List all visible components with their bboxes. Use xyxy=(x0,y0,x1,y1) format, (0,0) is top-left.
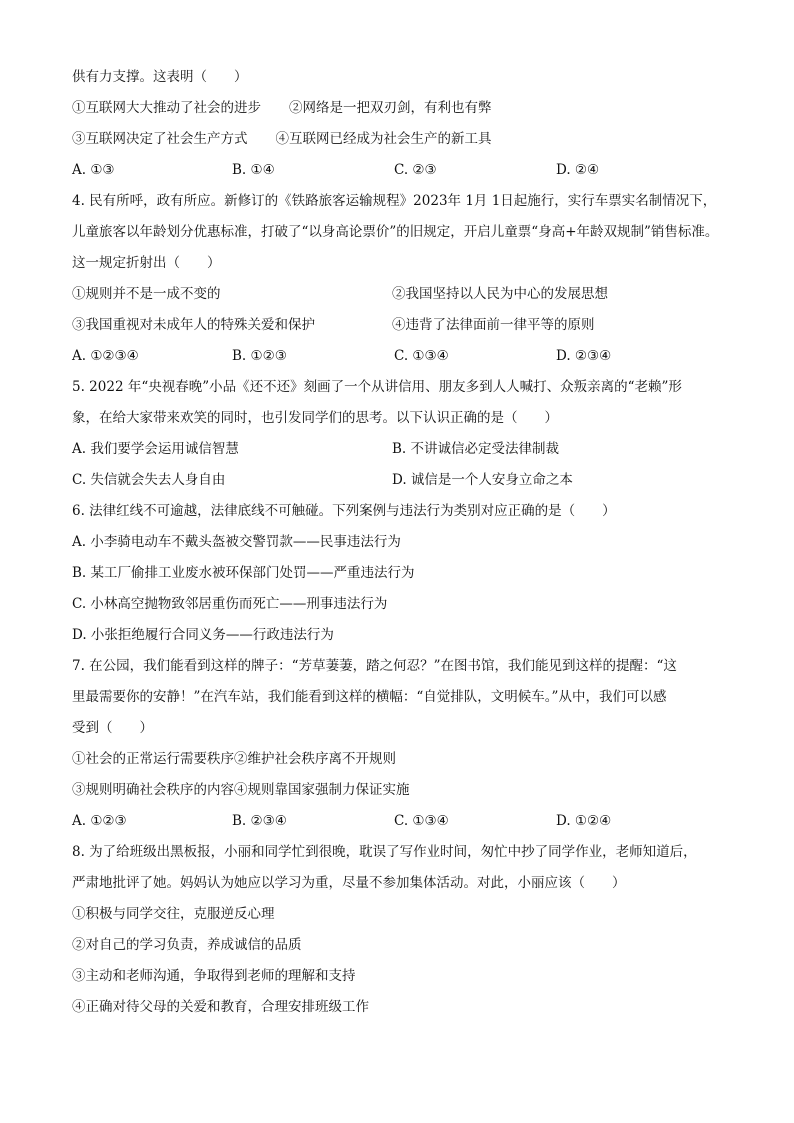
statement-2: ②网络是一把双刃剑，有利也有弊 xyxy=(289,100,492,116)
option-c[interactable]: C. ①③④ xyxy=(394,348,449,364)
option-d[interactable]: D. 诚信是一个人安身立命之本 xyxy=(392,472,573,488)
question-7-statements-row1: ①社会的正常运行需要秩序②维护社会秩序离不开规则 xyxy=(72,751,396,767)
option-b[interactable]: B. 不讲诚信必定受法律制裁 xyxy=(392,441,560,457)
option-a[interactable]: A. ①②③ xyxy=(72,813,127,829)
option-b[interactable]: B. 某工厂偷排工业废水被环保部门处罚——严重违法行为 xyxy=(72,565,415,581)
question-6-stem: 6. 法律红线不可逾越，法律底线不可触碰。下列案例与违法行为类别对应正确的是（ ） xyxy=(72,503,616,519)
option-c[interactable]: C. 失信就会失去人身自由 xyxy=(72,472,226,488)
exam-page xyxy=(72,62,742,1023)
question-4-statements-row1 xyxy=(72,279,742,310)
question-5-stem-line2: 象，在给大家带来欢笑的同时，也引发同学们的思考。以下认识正确的是（ ） xyxy=(72,410,558,426)
statement-4: ④正确对待父母的关爱和教育，合理安排班级工作 xyxy=(72,999,369,1015)
statement-1: ①规则并不是一成不变的 xyxy=(72,286,221,302)
statement-3: ③我国重视对未成年人的特殊关爱和保护 xyxy=(72,317,315,333)
question-7-options xyxy=(72,806,742,837)
option-c[interactable]: C. ①③④ xyxy=(394,813,449,829)
option-b[interactable]: B. ①②③ xyxy=(232,348,287,364)
question-7-stem-line1: 7. 在公园，我们能看到这样的牌子：“芳草萋萋，踏之何忍？”在图书馆，我们能见到这样的提醒：“这 xyxy=(72,658,677,674)
option-d[interactable]: D. ②④ xyxy=(556,162,600,178)
question-4-options xyxy=(72,341,742,372)
statement-3: ③互联网决定了社会生产方式 xyxy=(72,131,248,147)
option-c[interactable]: C. 小林高空抛物致邻居重伤而死亡——刑事违法行为 xyxy=(72,596,388,612)
statement-4: ④互联网已经成为社会生产的新工具 xyxy=(275,131,492,147)
statement-2: ②我国坚持以人民为中心的发展思想 xyxy=(392,286,608,302)
option-d[interactable]: D. ①②④ xyxy=(556,813,612,829)
question-3-stem-tail: 供有力支撑。这表明（ ） xyxy=(72,69,248,85)
option-a[interactable]: A. 小李骑电动车不戴头盔被交警罚款——民事违法行为 xyxy=(72,534,401,550)
option-c[interactable]: C. ②③ xyxy=(394,162,437,178)
question-8-stem-line2: 严肃地批评了她。妈妈认为她应以学习为重，尽量不参加集体活动。对此，小丽应该（ ） xyxy=(72,875,626,891)
question-5-options-row2 xyxy=(72,465,742,496)
option-b[interactable]: B. ①④ xyxy=(232,162,275,178)
question-8-stem-line1: 8. 为了给班级出黑板报，小丽和同学忙到很晚，耽误了写作业时间，匆忙中抄了同学作业，老师知道后， xyxy=(72,844,697,860)
option-a[interactable]: A. ①②③④ xyxy=(72,348,139,364)
question-4-stem-line1: 4. 民有所呼，政有所应。新修订的《铁路旅客运输规程》2023年 1月 1日起施行，实行车票实名制情况下， xyxy=(72,193,717,209)
question-5-stem-line1: 5. 2022 年“央视春晚”小品《还不还》刻画了一个从讲信用、朋友多到人人喊打、众叛亲离的“老赖”形 xyxy=(72,379,682,395)
option-a[interactable]: A. ①③ xyxy=(72,162,115,178)
question-4-stem-line2: 儿童旅客以年龄划分优惠标准，打破了“以身高论票价”的旧规定，开启儿童票“身高+年龄双规制”销售标准。 xyxy=(72,224,719,240)
question-7-stem-line2: 里最需要你的安静！”在汽车站，我们能看到这样的横幅：“自觉排队，文明候车。”从中，我们可以感 xyxy=(72,689,667,705)
question-4-statements-row2 xyxy=(72,310,742,341)
question-7-stem-line3: 受到（ ） xyxy=(72,720,153,736)
question-3-options xyxy=(72,155,742,186)
statement-3: ③主动和老师沟通，争取得到老师的理解和支持 xyxy=(72,968,356,984)
option-d[interactable]: D. ②③④ xyxy=(556,348,612,364)
statement-1: ①积极与同学交往，克服逆反心理 xyxy=(72,906,275,922)
question-3-statements-row2 xyxy=(72,124,742,155)
question-7-statements-row2: ③规则明确社会秩序的内容④规则靠国家强制力保证实施 xyxy=(72,782,410,798)
question-5-options-row1 xyxy=(72,434,742,465)
option-b[interactable]: B. ②③④ xyxy=(232,813,287,829)
statement-1: ①互联网大大推动了社会的进步 xyxy=(72,100,261,116)
option-a[interactable]: A. 我们要学会运用诚信智慧 xyxy=(72,441,239,457)
statement-2: ②对自己的学习负责，养成诚信的品质 xyxy=(72,937,302,953)
question-3-statements-row1 xyxy=(72,93,742,124)
statement-4: ④违背了法律面前一律平等的原则 xyxy=(392,317,595,333)
option-d[interactable]: D. 小张拒绝履行合同义务——行政违法行为 xyxy=(72,627,334,643)
question-4-stem-line3: 这一规定折射出（ ） xyxy=(72,255,221,271)
